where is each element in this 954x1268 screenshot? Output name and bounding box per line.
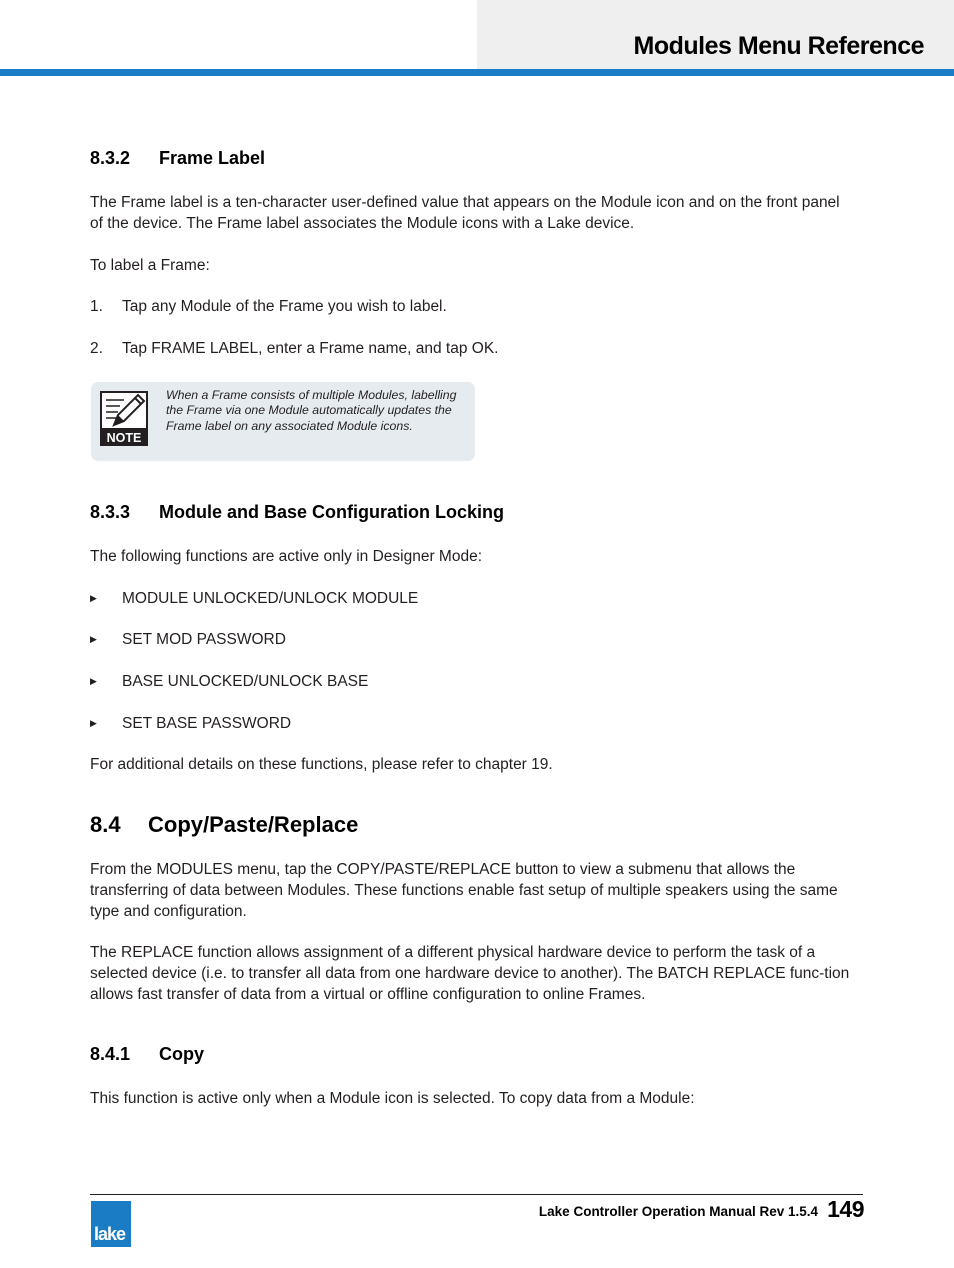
- list-item: [90, 713, 291, 734]
- logo-text: lake: [94, 1224, 126, 1244]
- list-item: [90, 629, 286, 650]
- paragraph-copy-paste-intro: From the MODULES menu, tap the COPY/PASTE/REPLACE button to view a submenu that allows the transferring of data between Modules. These functions enable fast setup of multiple speakers using the same type and configuration.: [90, 861, 838, 920]
- list-marker: 1.: [90, 298, 103, 315]
- section-title: Copy/Paste/Replace: [148, 812, 359, 837]
- paragraph-chapter-reference: For additional details on these functions, please refer to chapter 19.: [90, 756, 553, 773]
- lake-logo: [91, 1201, 131, 1247]
- section-number: 8.3.3: [90, 502, 131, 522]
- list-item: [90, 338, 498, 359]
- section-heading-8-3-2: [90, 148, 265, 169]
- list-item-text: SET MOD PASSWORD: [122, 631, 286, 648]
- section-title: Copy: [159, 1044, 204, 1064]
- section-number: 8.3.2: [90, 148, 131, 168]
- section-title: Module and Base Configuration Locking: [159, 502, 505, 522]
- footer-manual-title: Lake Controller Operation Manual Rev 1.5.4: [538, 1204, 818, 1219]
- bullet-arrow-icon: ▶: [90, 634, 97, 644]
- bullet-arrow-icon: ▶: [90, 676, 97, 686]
- paragraph-label-intro: To label a Frame:: [90, 257, 210, 274]
- list-item-text: Tap FRAME LABEL, enter a Frame name, and tap OK.: [122, 340, 499, 357]
- paragraph-copy: This function is active only when a Module icon is selected. To copy data from a Module:: [90, 1090, 695, 1107]
- list-item-text: MODULE UNLOCKED/UNLOCK MODULE: [122, 590, 419, 607]
- note-callout: [91, 382, 475, 461]
- list-item-text: SET BASE PASSWORD: [122, 715, 292, 732]
- note-pencil-icon: [100, 391, 148, 446]
- section-heading-8-4: [90, 812, 358, 838]
- page-header-title: Modules Menu Reference: [633, 32, 924, 60]
- list-item-text: BASE UNLOCKED/UNLOCK BASE: [122, 673, 369, 690]
- note-icon-label: NOTE: [106, 431, 142, 445]
- section-heading-8-3-3: [90, 502, 504, 523]
- section-title: Frame Label: [159, 148, 266, 168]
- list-item: [90, 296, 447, 317]
- paragraph-frame-label: The Frame label is a ten-character user-defined value that appears on the Module icon and on the front panel of the device. The Frame label associates the Module icons with a Lake device.: [90, 194, 840, 232]
- list-item: [90, 588, 418, 609]
- section-number: 8.4.1: [90, 1044, 131, 1064]
- list-marker: 2.: [90, 340, 103, 357]
- section-number: 8.4: [90, 812, 121, 837]
- paragraph-designer-intro: The following functions are active only in Designer Mode:: [90, 548, 483, 565]
- page-number: 149: [827, 1196, 864, 1222]
- list-item-text: Tap any Module of the Frame you wish to label.: [122, 298, 447, 315]
- section-heading-8-4-1: [90, 1044, 204, 1065]
- list-item: [90, 671, 368, 692]
- bullet-arrow-icon: ▶: [90, 718, 97, 728]
- footer-divider: [90, 1194, 863, 1195]
- note-text: When a Frame consists of multiple Modules, labelling the Frame via one Module automatically updates the Frame label on any associated Module icons.: [166, 388, 457, 433]
- bullet-arrow-icon: ▶: [90, 593, 97, 603]
- paragraph-replace: The REPLACE function allows assignment of a different physical hardware device to perform the task of a selected device (i.e. to transfer all data from one hardware device to another). The BATCH REPLACE func-tion allows fast transfer of data from a virtual or offline configuration to online Frames.: [90, 944, 850, 1003]
- header-accent-bar: [0, 69, 954, 76]
